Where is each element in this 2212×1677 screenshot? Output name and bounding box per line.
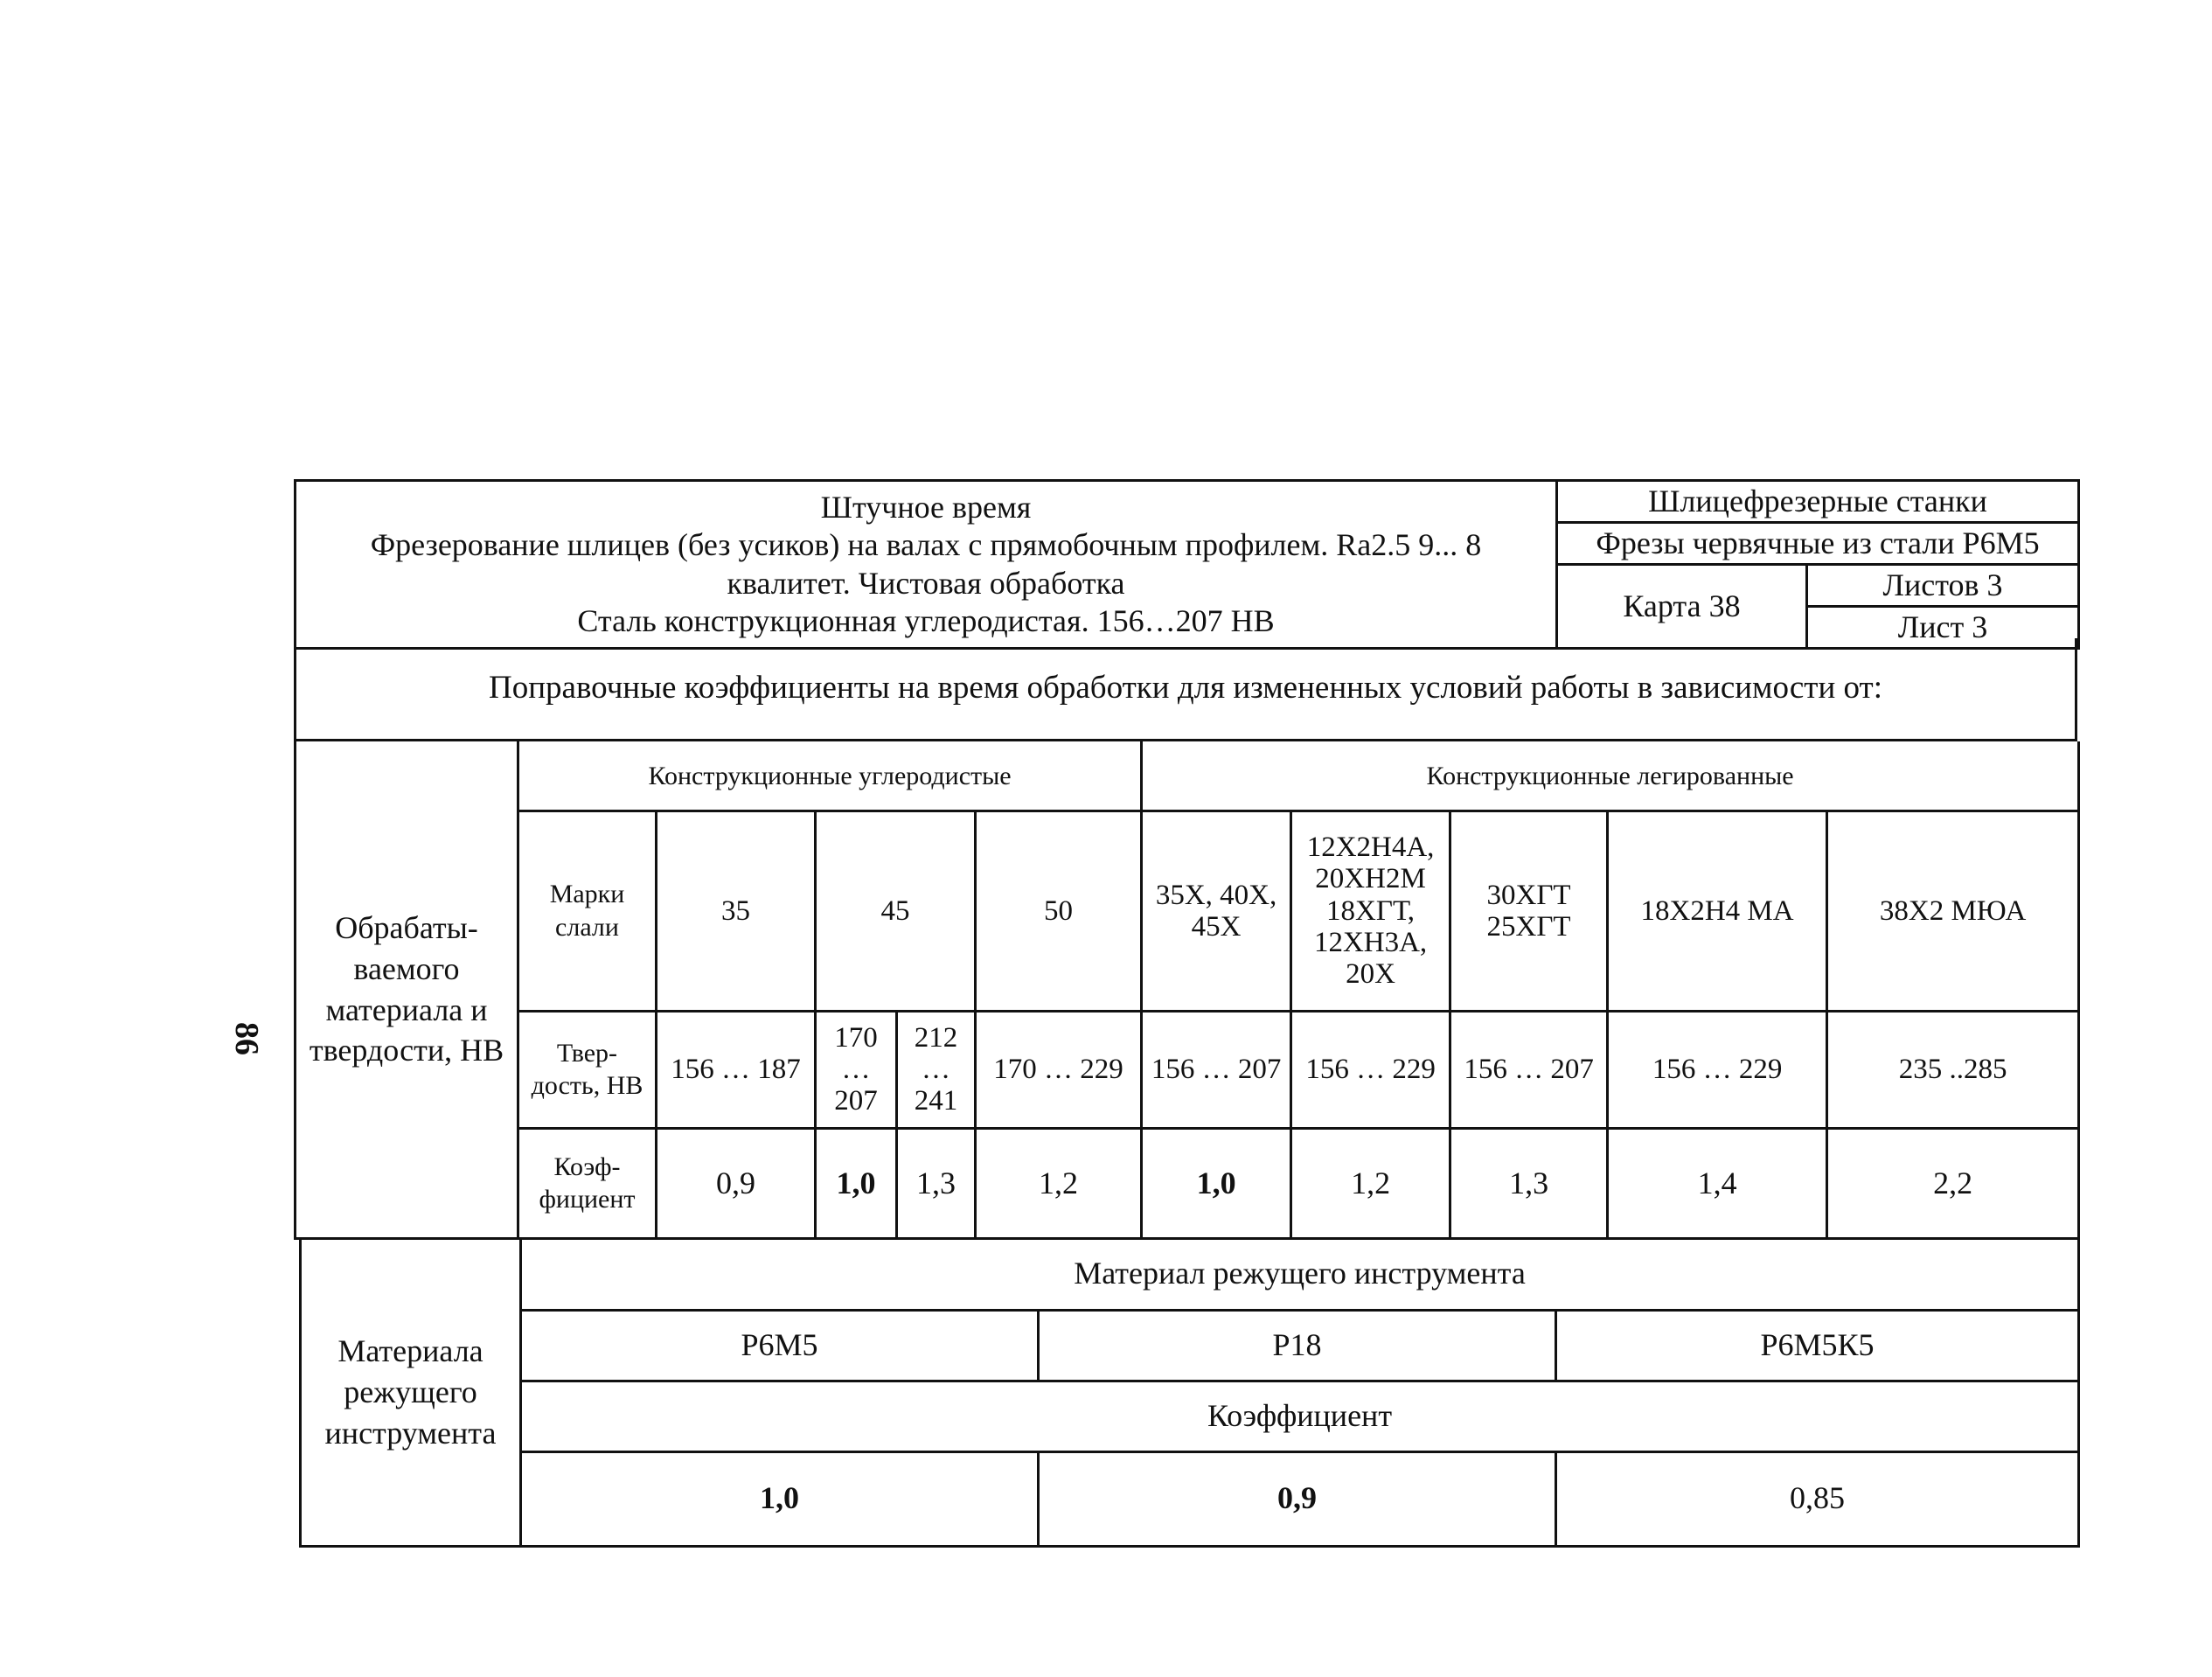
tool-coefficient-cell: 1,0 [521, 1451, 1039, 1546]
coefficient-cell-base: 1,0 [816, 1128, 897, 1238]
row-label-grades: Марки слали [518, 811, 657, 1011]
tool-coefficient-cell: 0,85 [1556, 1451, 2079, 1546]
hardness-cell: 156 … 229 [1291, 1011, 1450, 1128]
grade-cell: 50 [976, 811, 1142, 1011]
tool-material-table [299, 1240, 2080, 1548]
grade-cell: 38Х2 МЮА [1827, 811, 2079, 1011]
card-number-cell: Карта 38 [1557, 565, 1807, 649]
row-label-hardness: Твер-дость, НВ [518, 1011, 657, 1128]
row-label-coefficient: Коэф-фициент [518, 1128, 657, 1238]
notice-table [294, 638, 2077, 741]
machine-type-cell: Шлицефрезерные станки [1557, 481, 2079, 523]
hardness-cell: 170 … 207 [816, 1011, 897, 1128]
card-title-line-1: Штучное время [820, 490, 1032, 525]
hardness-cell: 235 ..285 [1827, 1011, 2079, 1128]
hardness-cell: 170 … 229 [976, 1011, 1142, 1128]
grade-cell: 45 [816, 811, 976, 1011]
coefficient-cell: 1,4 [1608, 1128, 1827, 1238]
tool-type-cell: Фрезы червячные из стали Р6М5 [1557, 523, 2079, 565]
grade-cell: 12Х2Н4А, 20ХН2М 18ХГТ, 12ХН3А, 20Х [1291, 811, 1450, 1011]
group-alloy-steels: Конструкционные легированные [1142, 741, 2079, 811]
grade-cell: 18Х2Н4 МА [1608, 811, 1827, 1011]
page-number: 86 [228, 1022, 265, 1055]
correction-notice: Поправочные коэффициенты на время обработки для измененных условий работы в зависимости от: [296, 638, 2076, 741]
coefficient-cell: 1,2 [976, 1128, 1142, 1238]
tool-side-label: Материала режущего инструмента [301, 1240, 521, 1546]
grade-cell: 30ХГТ 25ХГТ [1450, 811, 1608, 1011]
tool-material-cell: Р18 [1039, 1310, 1556, 1381]
card-title-line-3: квалитет. Чистовая обработка [727, 565, 1125, 601]
coefficient-cell-base: 1,0 [1142, 1128, 1291, 1238]
tool-coefficient-cell: 0,9 [1039, 1451, 1556, 1546]
hardness-cell: 212 … 241 [897, 1011, 976, 1128]
group-carbon-steels: Конструкционные углеродистые [518, 741, 1142, 811]
material-side-label: Обрабаты-ваемого материала и твердости, НВ [296, 741, 518, 1239]
coefficient-cell: 0,9 [657, 1128, 816, 1238]
sheets-total-cell: Листов 3 [1807, 565, 2079, 607]
hardness-cell: 156 … 187 [657, 1011, 816, 1128]
hardness-cell: 156 … 207 [1142, 1011, 1291, 1128]
tool-material-cell: Р6М5К5 [1556, 1310, 2079, 1381]
coefficient-cell: 1,3 [897, 1128, 976, 1238]
coefficient-cell: 1,3 [1450, 1128, 1608, 1238]
hardness-cell: 156 … 207 [1450, 1011, 1608, 1128]
card-title [296, 481, 1557, 649]
coefficient-cell: 2,2 [1827, 1128, 2079, 1238]
material-coefficients-table [294, 741, 2080, 1240]
card-title-line-2: Фрезерование шлицев (без усиков) на валах с прямобочным профилем. Ra2.5 9... 8 [370, 527, 1482, 563]
tool-coefficient-heading: Коэффициент [521, 1381, 2079, 1451]
coefficient-cell: 1,2 [1291, 1128, 1450, 1238]
hardness-cell: 156 … 229 [1608, 1011, 1827, 1128]
card-title-line-4: Сталь конструкционная углеродистая. 156…207 НВ [577, 602, 1275, 638]
grade-cell: 35Х, 40Х, 45Х [1142, 811, 1291, 1011]
card-header-table [294, 479, 2080, 650]
tool-material-cell: Р6М5 [521, 1310, 1039, 1381]
grade-cell: 35 [657, 811, 816, 1011]
sheet-current-cell: Лист 3 [1807, 607, 2079, 649]
tool-material-heading: Материал режущего инструмента [521, 1240, 2079, 1310]
